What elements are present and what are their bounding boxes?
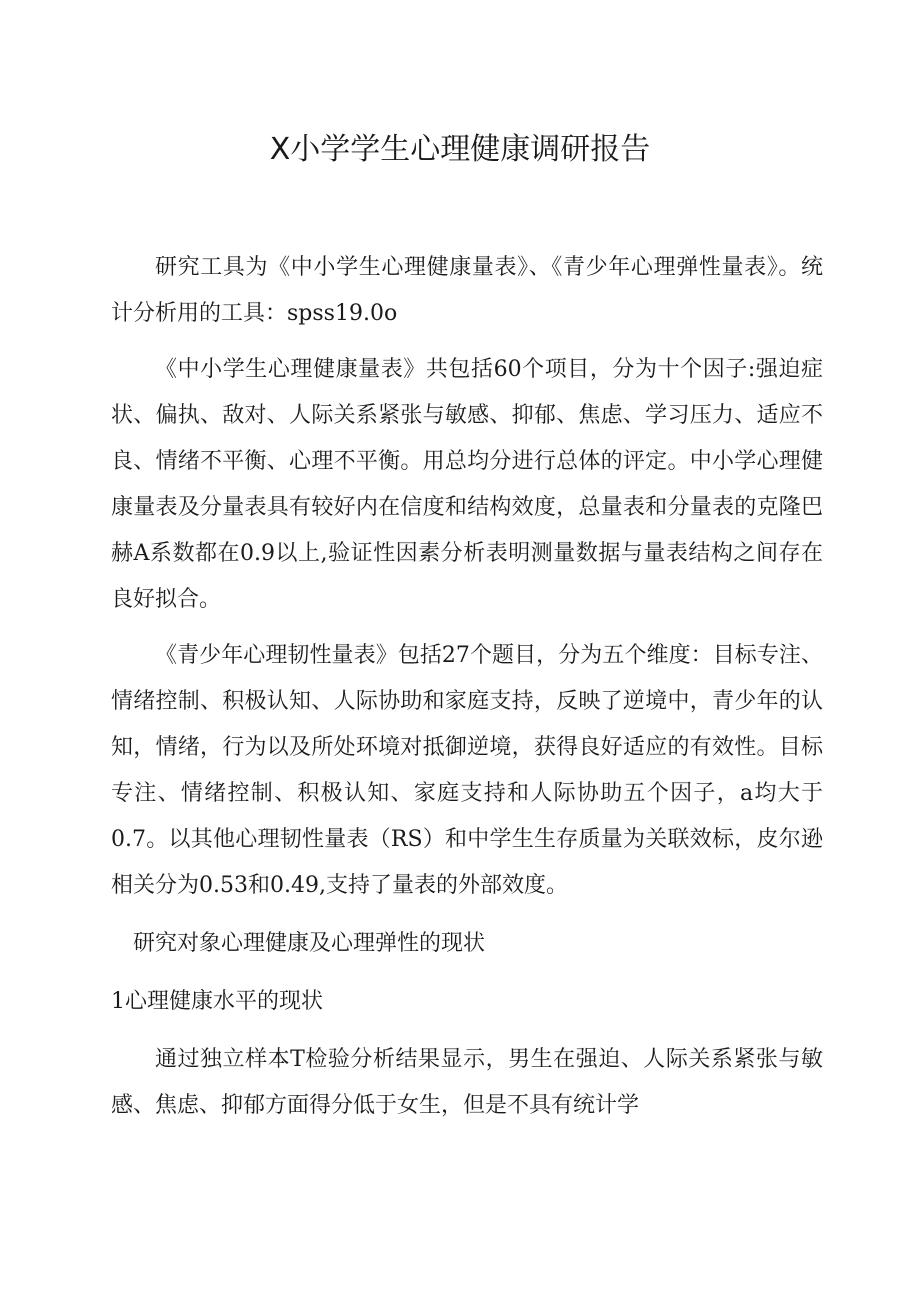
paragraph-resilience-scale: 《青少年心理韧性量表》包括27个题目，分为五个维度：目标专注、情绪控制、积极认知、人际协助和家庭支持，反映了逆境中，青少年的认知，情绪，行为以及所处环境对抵御逆境，获得良好适应的有效性。目标专注、情绪控制、积极认知、家庭支持和人际协助五个因子，a均大于0.7。以其他心理韧性量表（RS）和中学生生存质量为关联效标，皮尔逊相关分为0.53和0.49,支持了量表的外部效度。 xyxy=(111,643,823,898)
document-title: X小学学生心理健康调研报告 xyxy=(269,132,651,167)
document-body xyxy=(111,245,823,1139)
paragraph-t-test-results: 通过独立样本T检验分析结果显示，男生在强迫、人际关系紧张与敏感、焦虑、抑郁方面得分低于女生，但是不具有统计学 xyxy=(111,1047,823,1118)
paragraph-research-tools: 研究工具为《中小学生心理健康量表》、《青少年心理弹性量表》。统计分析用的工具：spss19.0o xyxy=(111,255,823,326)
section-heading: 研究对象心理健康及心理弹性的现状 xyxy=(133,931,486,956)
paragraph-mental-health-scale: 《中小学生心理健康量表》共包括60个项目，分为十个因子:强迫症状、偏执、敌对、人际关系紧张与敏感、抑郁、焦虑、学习压力、适应不良、情绪不平衡、心理不平衡。用总均分进行总体的评定。中小学心理健康量表及分量表具有较好内在信度和结构效度，总量表和分量表的克隆巴赫A系数都在0.9以上,验证性因素分析表明测量数据与量表结构之间存在良好拟合。 xyxy=(111,357,823,612)
subsection-heading: 1心理健康水平的现状 xyxy=(111,989,323,1014)
